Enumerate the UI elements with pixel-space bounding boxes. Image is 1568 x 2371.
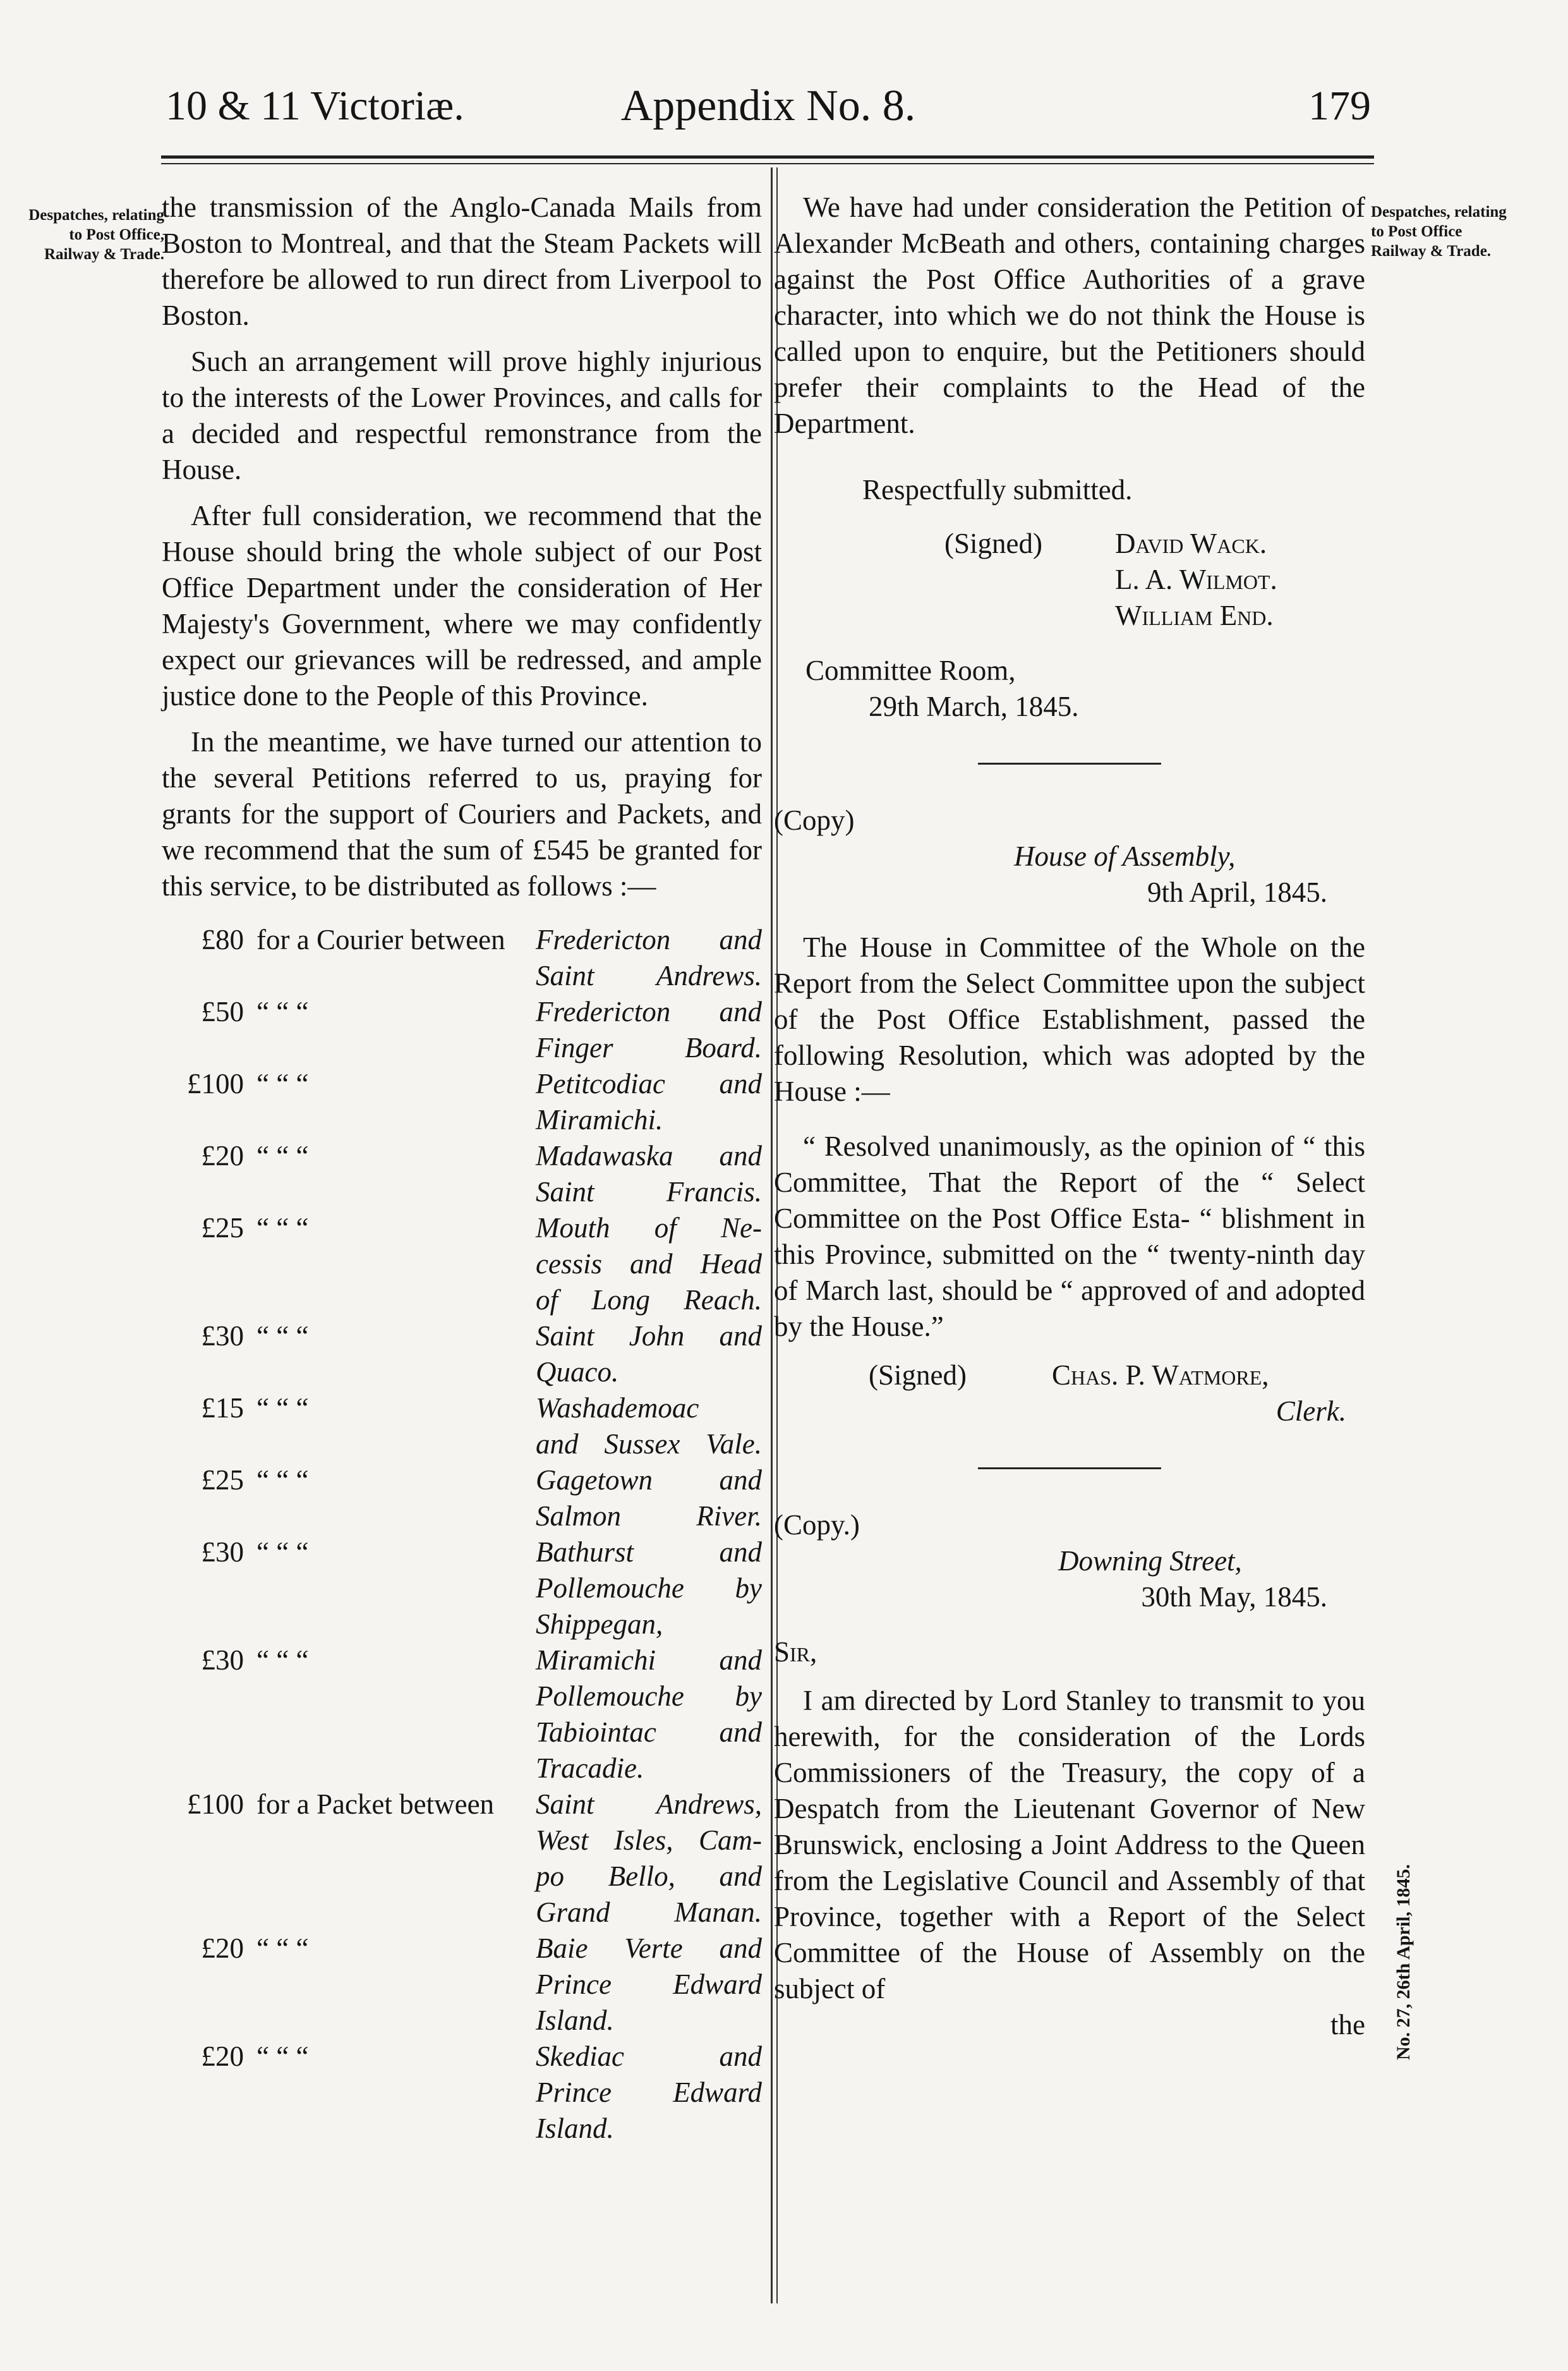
grant-row <box>162 2111 762 2147</box>
committee-room: Committee Room, <box>805 655 1016 686</box>
grant-row <box>162 2039 762 2075</box>
header-rule-thick <box>161 155 1374 159</box>
grant-destination: of Long Reach. <box>536 1284 762 1316</box>
grant-description: “ “ “ <box>256 1536 309 1568</box>
grant-row <box>162 1282 762 1318</box>
grant-destination: Petitcodiac and <box>536 1068 762 1100</box>
committee-date: 29th March, 1845. <box>869 691 1079 722</box>
grant-row <box>162 1642 762 1678</box>
grant-amount: £30 <box>201 1536 244 1568</box>
grant-description: “ “ “ <box>256 996 309 1028</box>
grant-row <box>162 994 762 1030</box>
grant-destination: Miramichi and <box>536 1644 762 1676</box>
grant-row <box>162 1895 762 1931</box>
grant-destination: Mouth of Ne- <box>536 1212 762 1244</box>
grant-destination: Grand Manan. <box>536 1896 762 1928</box>
margin-note-vertical: No. 27, 26th April, 1845. <box>1393 1864 1414 2060</box>
clerk-title: Clerk. <box>1276 1395 1346 1427</box>
grant-description: “ “ “ <box>256 1644 309 1676</box>
grant-amount: £15 <box>201 1392 244 1424</box>
grant-destination: Madawaska and <box>536 1140 762 1172</box>
grant-description: “ “ “ <box>256 1068 309 1100</box>
grant-destination: cessis and Head <box>536 1248 762 1280</box>
left-paragraph-2: Such an arrangement will prove highly injurious to the interests of the Lower Provinces, and calls for a decided and respectful remonstrance from the House. <box>162 346 762 485</box>
grant-row <box>162 1859 762 1895</box>
downing-date: 30th May, 1845. <box>1141 1581 1327 1613</box>
grant-row <box>162 1678 762 1714</box>
grant-destination: Bathurst and <box>536 1536 762 1568</box>
margin-note-right: Despatches, relating to Post Office Railway & Trade. <box>1371 203 1507 260</box>
grant-amount: £25 <box>201 1464 244 1496</box>
signatory-1: David Wack. <box>1115 528 1267 559</box>
grant-row <box>162 1102 762 1138</box>
grant-row <box>162 1030 762 1066</box>
section-rule-2 <box>978 1467 1161 1469</box>
salutation: Sir, <box>774 1636 817 1668</box>
signature-block <box>774 472 1365 725</box>
downing-street: Downing Street, <box>1058 1545 1242 1577</box>
grant-destination: Pollemouche by <box>536 1572 762 1604</box>
grant-destination: Tracadie. <box>536 1752 644 1784</box>
grant-description: for a Courier between <box>256 924 505 955</box>
section-rule-1 <box>978 763 1161 765</box>
grant-row <box>162 1462 762 1498</box>
grant-destination: Saint Andrews, <box>536 1788 762 1820</box>
grant-amount: £30 <box>201 1320 244 1352</box>
respectfully-submitted: Respectfully submitted. <box>862 474 1133 506</box>
grant-destination: Prince Edward <box>536 2077 762 2108</box>
grant-row <box>162 1318 762 1354</box>
grant-description: “ “ “ <box>256 1320 309 1352</box>
grant-amount: £20 <box>201 1932 244 1964</box>
grant-amount: £25 <box>201 1212 244 1244</box>
grant-amount: £20 <box>201 2041 244 2072</box>
left-paragraph-1: the transmission of the Anglo-Canada Mails from Boston to Montreal, and that the Steam Packets will therefore be allowed to run direct from Liverpool to Boston. <box>162 191 762 331</box>
grant-row <box>162 2075 762 2111</box>
grant-destination: Miramichi. <box>536 1104 663 1136</box>
left-paragraph-4: In the meantime, we have turned our attention to the several Petitions referred to us, praying for grants for the support of Couriers and Packets, and we recommend that the sum of £545 be granted for this service, to be distributed as follows :— <box>162 726 762 902</box>
page-header <box>166 75 1371 138</box>
grant-amount: £50 <box>201 996 244 1028</box>
grant-destination: Prince Edward <box>536 1968 762 2000</box>
left-column <box>162 190 762 2147</box>
grant-destination: and Sussex Vale. <box>536 1428 762 1460</box>
clerk-name: Chas. P. Watmore, <box>1052 1359 1269 1391</box>
resolution-intro: The House in Committee of the Whole on the Report from the Select Committee upon the subject of the Post Office Establishment, passed the following Resolution, which was adopted by the House :— <box>774 931 1365 1107</box>
grant-row <box>162 1066 762 1102</box>
grant-row <box>162 922 762 958</box>
grant-destination: Washademoac <box>536 1392 699 1424</box>
house-date: 9th April, 1845. <box>1147 876 1327 908</box>
catchword: the <box>1330 2009 1365 2041</box>
grant-description: “ “ “ <box>256 1932 309 1964</box>
grant-destination: Quaco. <box>536 1356 619 1388</box>
grant-destination: Island. <box>536 2004 614 2036</box>
grant-destination: Skediac and <box>536 2041 762 2072</box>
grants-table <box>162 922 762 2147</box>
resolution-text: “ Resolved unanimously, as the opinion of “ this Committee, That the Report of the “ Select Committee on the Post Office Esta- “ blishment in this Province, submitted on the “ twenty-ninth day of March last, should be “ approved of and adopted by the House.” <box>774 1131 1365 1342</box>
grant-row <box>162 1967 762 2003</box>
grant-amount: £80 <box>201 924 244 955</box>
grant-description: “ “ “ <box>256 1212 309 1244</box>
grant-row <box>162 958 762 994</box>
grant-row <box>162 1606 762 1642</box>
grant-destination: Saint Francis. <box>536 1176 762 1208</box>
header-session: 10 & 11 Victoriæ. <box>166 83 464 129</box>
grant-row <box>162 1426 762 1462</box>
grant-amount: £20 <box>201 1140 244 1172</box>
signatory-2: L. A. Wilmot. <box>1115 564 1277 595</box>
grant-row <box>162 1138 762 1174</box>
copy-label-2: (Copy.) <box>774 1509 860 1541</box>
grant-destination: Saint John and <box>536 1320 762 1352</box>
grant-row <box>162 1714 762 1750</box>
signed-label: (Signed) <box>944 528 1042 559</box>
grant-row <box>162 1498 762 1534</box>
grant-row <box>162 2003 762 2039</box>
grant-destination: Pollemouche by <box>536 1680 762 1712</box>
signatory-3: William End. <box>1115 600 1274 631</box>
grant-row <box>162 1174 762 1210</box>
grant-destination: Salmon River. <box>536 1500 762 1532</box>
grant-row <box>162 1750 762 1786</box>
grant-description: “ “ “ <box>256 1392 309 1424</box>
grant-description: “ “ “ <box>256 1140 309 1172</box>
letter-paragraph: I am directed by Lord Stanley to transmit to you herewith, for the consideration of the Lords Commissioners of the Treasury, the copy of a Despatch from the Lieutenant Governor of New Brunswick, enclosing a Joint Address to the Queen from the Legislative Council and Assembly of that Province, together with a Report of the Select Committee of the House of Assembly on the subject of <box>774 1685 1365 2004</box>
grant-row <box>162 1786 762 1822</box>
grant-destination: po Bello, and <box>536 1860 762 1892</box>
signed-label-2: (Signed) <box>869 1359 967 1391</box>
grant-description: “ “ “ <box>256 1464 309 1496</box>
grant-row <box>162 1246 762 1282</box>
grant-destination: Gagetown and <box>536 1464 762 1496</box>
grant-row <box>162 1354 762 1390</box>
grant-destination: West Isles, Cam- <box>536 1824 762 1856</box>
grant-description: “ “ “ <box>256 2041 309 2072</box>
grant-destination: Tabiointac and <box>536 1716 762 1748</box>
column-divider <box>771 167 773 2303</box>
grant-row <box>162 1931 762 1967</box>
grant-row <box>162 1210 762 1246</box>
grant-destination: Shippegan, <box>536 1608 663 1640</box>
header-appendix: Appendix No. 8. <box>620 82 916 130</box>
grant-row <box>162 1822 762 1859</box>
house-of-assembly: House of Assembly, <box>1014 840 1236 872</box>
grant-amount: £30 <box>201 1644 244 1676</box>
grant-destination: Finger Board. <box>536 1032 762 1064</box>
grant-row <box>162 1534 762 1570</box>
grant-destination: Saint Andrews. <box>536 960 762 991</box>
petition-paragraph: We have had under consideration the Petition of Alexander McBeath and others, containing charges against the Post Office Authorities of a grave character, into which we do not think the House is called upon to enquire, but the Petitioners should prefer their complaints to the Head of the Department. <box>774 191 1365 439</box>
grant-amount: £100 <box>187 1068 244 1100</box>
grant-description: for a Packet between <box>256 1788 495 1820</box>
header-rule-thin <box>161 163 1374 164</box>
grant-destination: Fredericton and <box>536 996 762 1028</box>
right-column <box>774 190 1365 2043</box>
grant-row <box>162 1390 762 1426</box>
grant-amount: £100 <box>187 1788 244 1820</box>
grant-destination: Island. <box>536 2113 614 2144</box>
left-paragraph-3: After full consideration, we recommend that the House should bring the whole subject of our Post Office Department under the consideration of Her Majesty's Government, where we may confidently expect our grievances will be redressed, and ample justice done to the People of this Province. <box>162 500 762 712</box>
grant-destination: Fredericton and <box>536 924 762 955</box>
grant-destination: Baie Verte and <box>536 1932 762 1964</box>
margin-note-left: Despatches, relating to Post Office, Railway & Trade. <box>28 207 164 263</box>
page-number: 179 <box>1308 83 1371 129</box>
grant-row <box>162 1570 762 1606</box>
copy-label-1: (Copy) <box>774 804 855 836</box>
